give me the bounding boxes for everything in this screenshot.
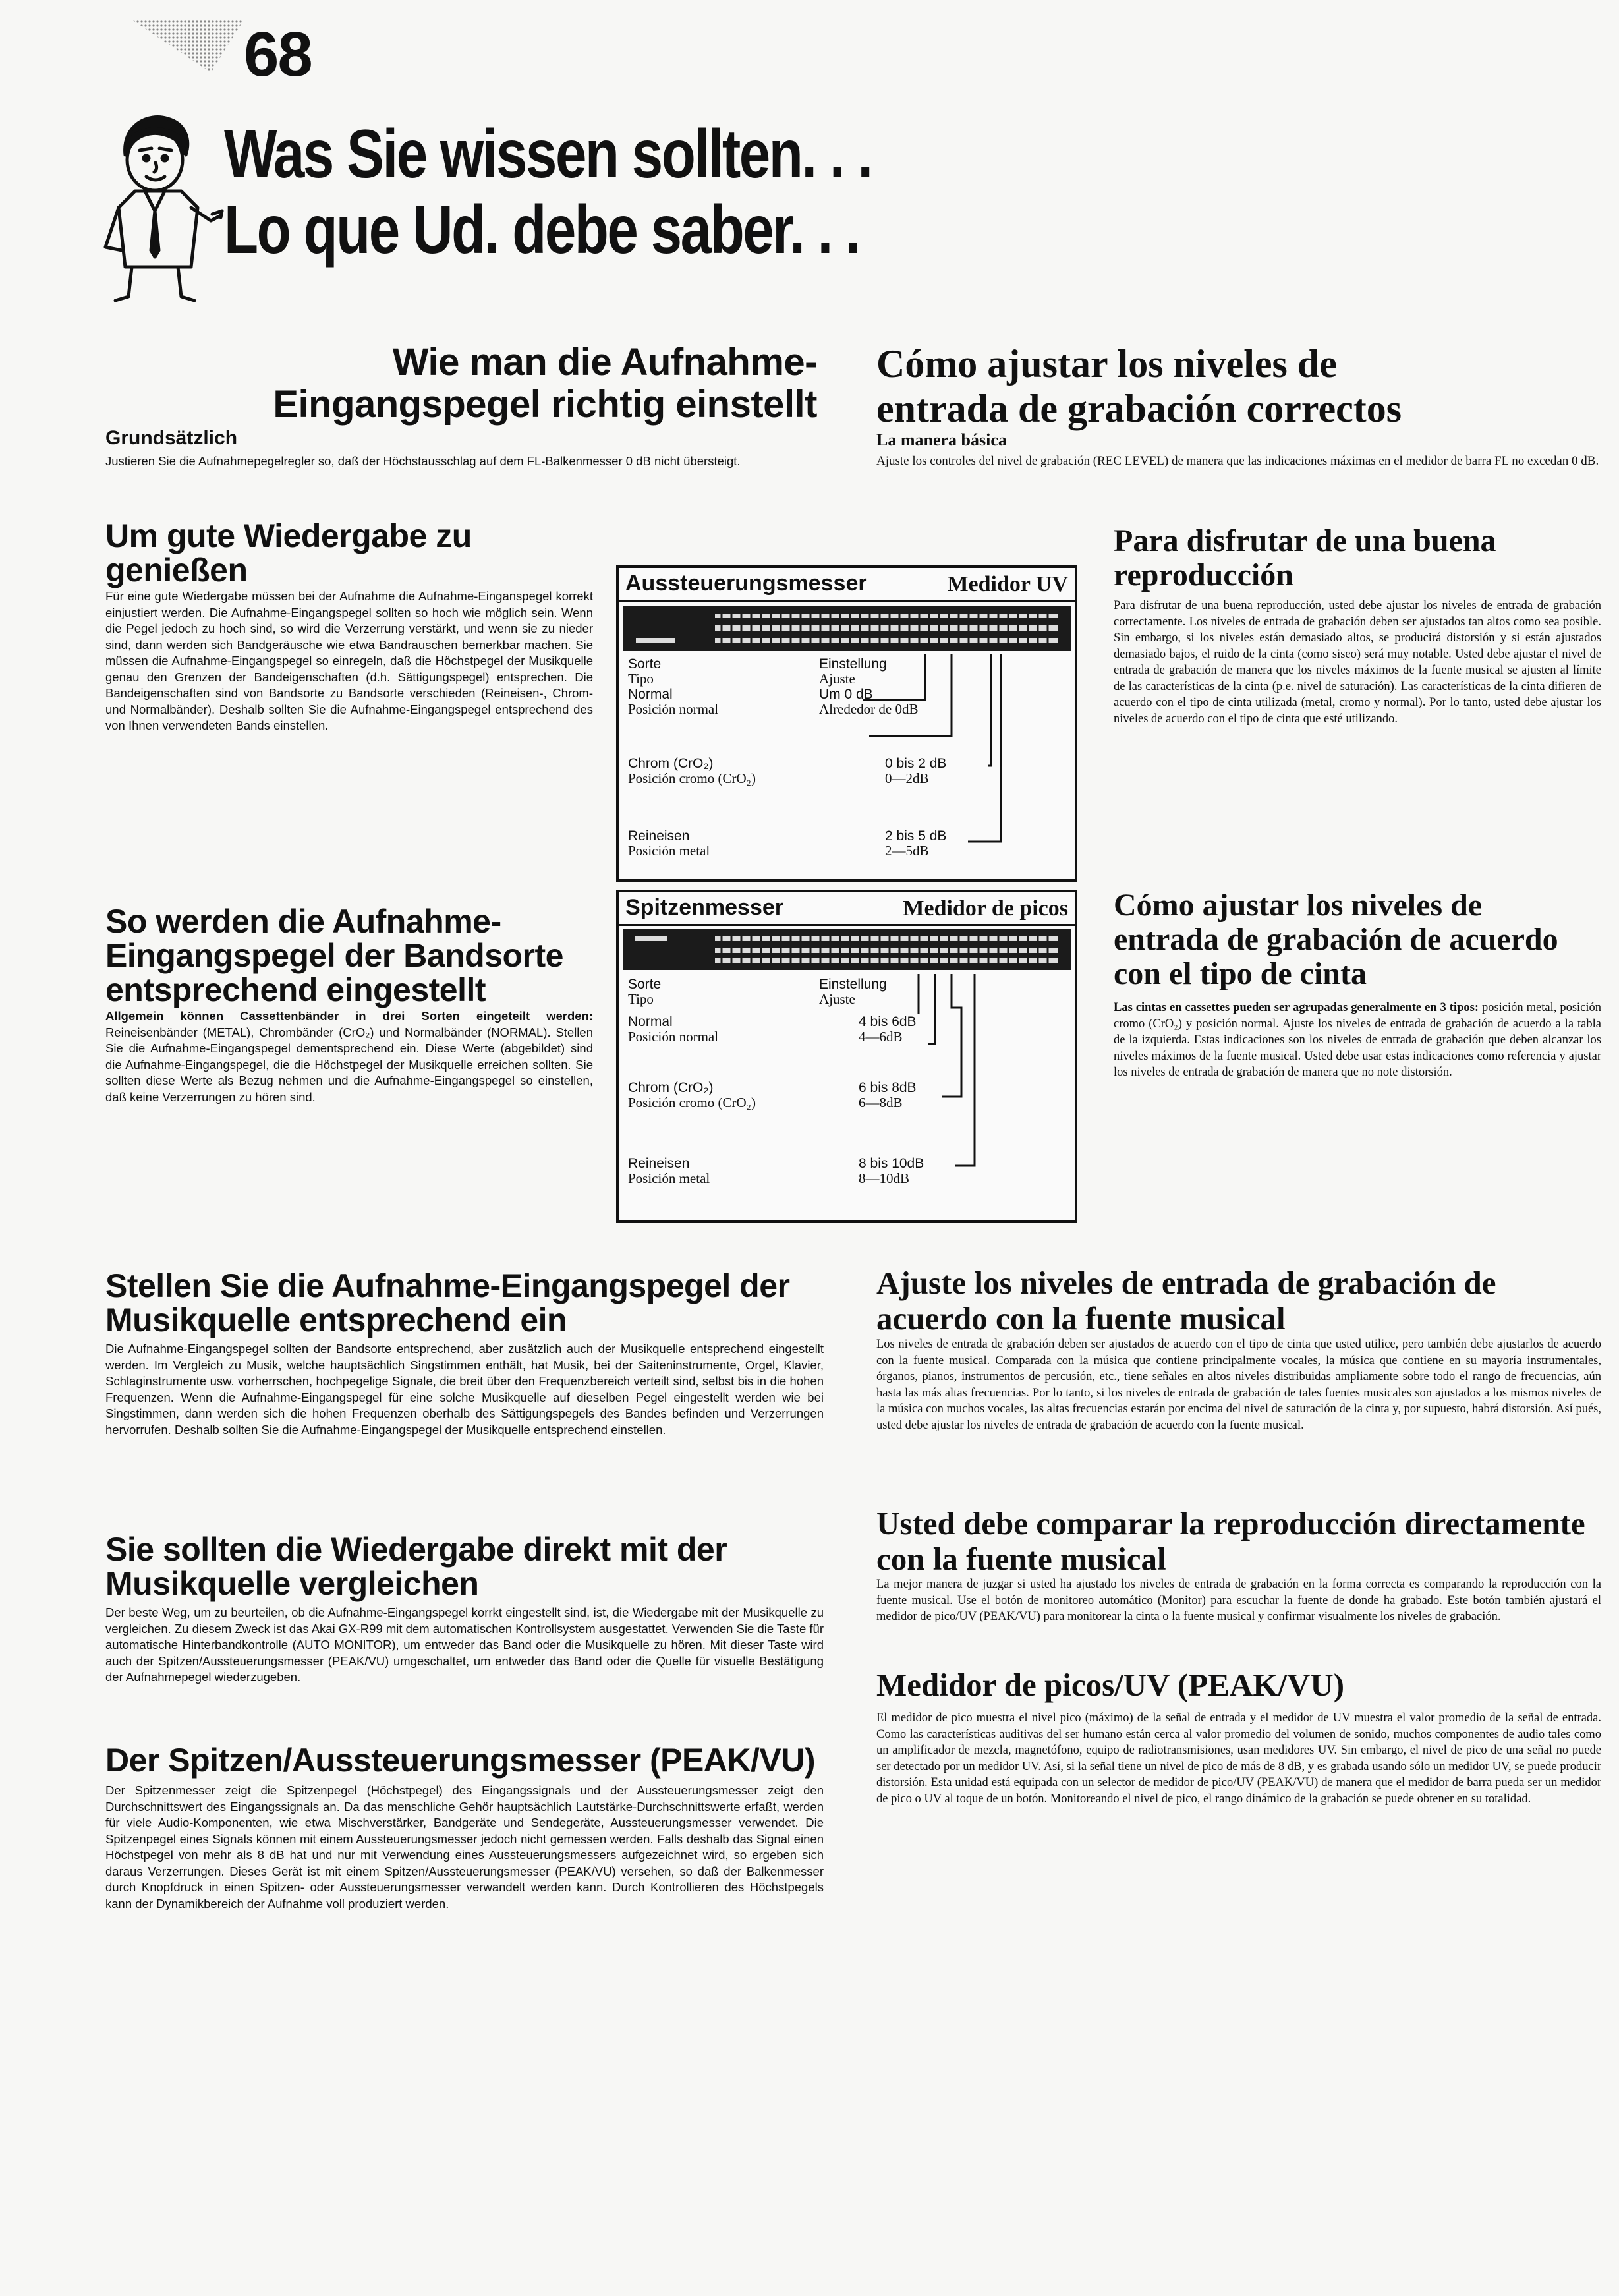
peak-row-metal-es: Posición metal <box>628 1170 710 1186</box>
peak-row-chrom-value-es: 6—8dB <box>859 1095 903 1110</box>
es-sec4-heading <box>876 1265 1601 1336</box>
peak-meter-box <box>616 890 1077 1223</box>
es-sec3-heading-line2: entrada de grabación de acuerdo <box>1114 922 1558 957</box>
es-sec4-text: Los niveles de entrada de grabación deben ser ajustados de acuerdo con el tipo de cinta que usted utilice, pero también debe ajustarlos de acuerdo con la fuente musical. Comparada con la música que contiene principalmente vocales, la música que contiene en su mayoría instrumentales, órganos, pianos, instrumentos de percusión, etc., tiene señales en altos niveles distribuidas ampliamente sobre todo el rango de frecuencias, aún hasta las más altas frecuencias. Por lo tanto, si los niveles de entrada de grabación de tales fuentes musicales son ajustados a los mismos niveles de la música con muchos vocales, las altas frecuencias estarán por encima del nivel de saturación de la cinta y, por supuesto, habrá distorsión. Así pués, usted debe ajustar los niveles de entrada de grabación de acuerdo con la fuente musical. <box>876 1338 1601 1432</box>
es-sec5-text: La mejor manera de juzgar si usted ha ajustado los niveles de entrada de grabación en la forma correcta es comparando la reproducción con la fuente musical. Use el botón de monitoreo automático (Monitor) para escuchar la fuente de donde ha grabado. Este botón también ajustará el medidor de pico/UV (PEAK/VU) para monitorear la cinta o la fuente musical y confirmar visualmente los niveles de grabación. <box>876 1578 1601 1623</box>
peak-col1-header-de: Sorte <box>628 977 662 992</box>
de-sec3-text: Reineisenbänder (METAL), Chrombänder (CrO₂) und Normalbänder (NORMAL). Stellen Sie die Aufnahme-Eingangspegel dementsprechend ein. Diese Werte (abgebildet) sind die Aufnahme-Eingangspegel, die die Höchstpegel der Musikquelle erreichen sollten. Sie sollten diese Werte als Bezug nehmen und die Aufnahme-Eingangspegel so einstellen, daß keine Verzerrungen zu hören sind. <box>105 1025 593 1104</box>
vu-col1-header-es: Tipo <box>628 671 654 687</box>
es-sec5-heading <box>876 1506 1601 1577</box>
de-sec4-text: Die Aufnahme-Eingangspegel sollten der Bandsorte entsprechend, aber zusätzlich auch der Musikquelle entsprechend eingestellt werden. Im Vergleich zu Musik, welche hauptsächlich Singstimmen enthält, hat Musik, bei der Saiteninstrumente, Orgel, Klavier, Schlaginstrumente usw. vorherrschen, hochpegelige Signale, die breit über den Frequenzbereich verteilt sind, selbst bis in die hohen Frequenzen. Wenn die Aufnahme-Eingangspegel für eine solche Musikquelle auf dieselben Pegel eingestellt werden wie bei Singstimmen, dann werden sich die hohen Frequenzen oberhalb des Sättigungspegels des Bandes befinden und Verzerrungen hervorrufen. Deshalb sollten Sie die Aufnahme-Eingangspegel der Musikquelle entsprechend einstellen. <box>105 1342 824 1437</box>
de-sec6-text: Der Spitzenmesser zeigt die Spitzenpegel (Höchstpegel) des Eingangssignals und der Aussteuerungsmesser zeigt den Durchschnittswert des Eingangssignals an. Da das menschliche Gehör hauptsächlich Lautstärke-Durchschnittswerte erfaßt, werden für viele Audio-Komponenten, wie etwa Mischverstärker, Bandgeräte und Sendegeräte, Aussteuerungsmesser verwendet. Die Spitzenpegel eines Signals können mit einem Aussteuerungsmesser jedoch nicht gemessen werden. Falls deshalb das Signal einen Höchstpegel von mehr als 8 dB hat und nur mit Verwendung eines Aussteuerungsmessers aufgezeichnet wird, so ergeben sich daraus Verzerrungen. Dieses Gerät ist mit einem Spitzen/Aussteuerungsmesser (PEAK/VU) versehen, so daß der Balkenmesser durch Knopfdruck in einen Spitzen- oder Aussteuerungsmesser verwandelt werden kann. Durch Kontrollieren des Höchstpegels kann der Dynamikbereich der Aufnahme voll produziert werden. <box>105 1783 824 1910</box>
de-sec3-text-bold: Allgemein können Cassettenbänder in drei Sorten eingeteilt werden: <box>105 1009 593 1023</box>
cartoon-man-pointing-icon <box>99 109 224 306</box>
de-sec1-heading-line1: Wie man die Aufnahme- <box>392 341 817 384</box>
page-number: 68 <box>244 19 312 90</box>
de-sec3-heading-line3: entsprechend eingestellt <box>105 971 486 1008</box>
de-sec6-heading: Der Spitzen/Aussteuerungsmesser (PEAK/VU) <box>105 1742 816 1779</box>
peak-row-chrom-es: Posición cromo (CrO₂) <box>628 1095 756 1110</box>
es-sec1-heading <box>876 341 1601 431</box>
peak-row-normal-value-es: 4—6dB <box>859 1029 903 1045</box>
de-sec4-heading <box>105 1269 863 1337</box>
peak-leader-lines <box>619 892 1075 1220</box>
de-sec5-heading-line2: Musikquelle vergleichen <box>105 1565 479 1602</box>
es-sec1-text: Ajuste los controles del nivel de grabación (REC LEVEL) de manera que las indicaciones máximas en el medidor de barra FL no excedan 0 dB. <box>876 454 1599 468</box>
vu-box-title-de: Aussteuerungsmesser <box>625 571 867 596</box>
es-sec5-heading-line1: Usted debe comparar la reproducción directamente <box>876 1505 1585 1541</box>
peak-box-title-de: Spitzenmesser <box>625 895 783 920</box>
peak-col2-header-es: Ajuste <box>819 991 855 1007</box>
vu-box-title-es: Medidor UV <box>947 572 1068 596</box>
vu-leader-lines <box>619 568 1075 879</box>
vu-row-normal-de: Normal <box>628 687 673 702</box>
de-sec3-heading <box>105 904 593 1007</box>
es-sec6-text: El medidor de pico muestra el nivel pico (máximo) de la señal de entrada y el medidor de UV muestra el valor promedio de la señal de entrada. Como las características auditivas del ser humano están cerca al valor promedio del volumen de sonido, muchos componentes de audio tales como un amplificador de mezcla, magnetófono, equipo de radiotransmisiones, usan medidores UV. Sin embargo, el nivel de pico de una señal no puede ser detectado por un medidor UV. Así, si la señal tiene un nivel de pico de más de 8 dB, y es grabada usando sólo un medidor UV, se puede producir distorsión. Esta unidad está equipada con un selector de medidor de pico/UV (PEAK/VU) de manera que el medidor de barra pueda ser un medidor de pico o UV al toque de un botón. Monitoreando el nivel de pico, el rango dinámico de la grabación se puede obtener en su totalidad. <box>876 1711 1601 1806</box>
es-sec2-heading <box>1114 524 1601 592</box>
de-sec1-text: Justieren Sie die Aufnahmepegelregler so, daß der Höchstausschlag auf dem FL-Balkenmesser 0 dB nicht übersteigt. <box>105 454 741 468</box>
es-sec4-heading-line2: acuerdo con la fuente musical <box>876 1300 1286 1336</box>
vu-row-metal-value-de: 2 bis 5 dB <box>885 828 947 844</box>
es-sec1-heading-line2: entrada de grabación correctos <box>876 387 1402 430</box>
de-sec2-heading-line2: genießen <box>105 552 248 588</box>
de-sec5-heading <box>105 1532 863 1601</box>
es-sec1-heading-line1: Cómo ajustar los niveles de <box>876 342 1337 386</box>
peak-row-metal-de: Reineisen <box>628 1156 690 1171</box>
es-sec3-text-block <box>1114 1000 1601 1081</box>
es-sec5-heading-line2: con la fuente musical <box>876 1541 1166 1577</box>
de-sec5-text: Der beste Weg, um zu beurteilen, ob die Aufnahme-Eingangspegel korrkt eingestellt sind, ist, die Wiedergabe mit der Musikquelle zu vergleichen. Zu diesem Zweck ist das Akai GX-R99 mit dem automatischen Kontrollsystem ausgestattet. Verwenden Sie die Taste für automatische Hinterbandkontrolle (AUTO MONITOR), um entweder das Band oder die Musikquelle zu hören. Mit dieser Taste wird auch der Spitzen/Aussteuerungsmesser (PEAK/VU) umgeschaltet, um entweder das Band oder die Quelle für visuelle Bestätigung der Aufnahmepegel wiederzugeben. <box>105 1605 824 1684</box>
es-sec6-heading: Medidor de picos/UV (PEAK/VU) <box>876 1667 1345 1703</box>
vu-row-metal-de: Reineisen <box>628 828 690 844</box>
de-sec2-text: Für eine gute Wiedergabe müssen bei der Aufnahme die Aufnahme-Einganspegel korrekt einjustiert werden. Die Aufnahme-Eingangspegel sollten so hoch wie möglich sein. Wenn die Pegel jedoch zu hoch sind, so wird die Verzerrung verstärkt, und wenn sie zu nieder sind, dann werden sich Bandgeräusche wie etwa Bandrauschen bemerkbar machen. Sie müssen die Aufnahme-Eingangspegel so einregeln, daß die Höchstpegel der Musikquelle genau den Grenzen der Bandeigenschaften (d.h. Sättigungspegel) entsprechen. Die Bandeigenschaften sind von Bandsorte zu Bandsorte verschieden (Reineisen-, Chrom- und Normalbänder). Deshalb sollten Sie die Aufnahme-Eingangspegel entsprechend des von Ihnen verwendeten Bands einstellen. <box>105 589 593 732</box>
peak-row-normal-es: Posición normal <box>628 1029 719 1045</box>
peak-box-title-es: Medidor de picos <box>903 896 1068 921</box>
page-title-spanish: Lo que Ud. debe saber. . . <box>224 192 860 268</box>
es-sec2-heading-line2: reproducción <box>1114 558 1293 592</box>
vu-row-metal-value-es: 2—5dB <box>885 843 929 859</box>
vu-row-normal-es: Posición normal <box>628 701 719 717</box>
de-sec1-heading-line2: Eingangspegel richtig einstellt <box>273 383 817 426</box>
es-sec2-text: Para disfrutar de una buena reproducción, usted debe ajustar los niveles de entrada de grabación correctamente. Los niveles de entrada de grabación deben ser ajustados tan altos como sea posible. Sin embargo, si los niveles están demasiado altos, se producirá distorsión y si están ajustados demasiado bajos, el ruido de la cinta (como siseo) será muy notable. Usted debe ajustar el nivel de entrada de grabación de manera que los niveles máximos de la fuente musical se ajusten al límite de las características de la cinta (p.e. nivel de saturación). Las características de la cinta difieren de acuerdo con el tipo de cinta utilizada (metal, cromo y normal). Por lo tanto, usted debe ajustar los niveles de acuerdo con el tipo de cinta que esté utilizando. <box>1114 599 1601 726</box>
peak-col2-header-de: Einstellung <box>819 977 887 992</box>
es-sec3-text: posición metal, posición cromo (CrO₂) y posición normal. Ajuste los niveles de entrada de grabación de acuerdo a la tabla de la izquierda. Estas indicaciones son los niveles de entrada de grabación que deben alcanzar los niveles máximos de la fuente musical. Usted debe usar estas indicaciones como referencia y ajustar los niveles de entrada de grabación de manera que no note distorsión. <box>1114 1001 1602 1079</box>
vu-col2-header-de: Einstellung <box>819 656 887 672</box>
es-sec3-text-bold: Las cintas en cassettes pueden ser agrupadas generalmente en 3 tipos: <box>1114 1001 1479 1014</box>
page-corner-triangle <box>132 20 244 72</box>
de-sec3-text-block <box>105 1008 593 1105</box>
vu-row-normal-value-es: Alrededor de 0dB <box>819 701 919 717</box>
vu-col1-header-de: Sorte <box>628 656 662 672</box>
es-sec3-heading-line3: con el tipo de cinta <box>1114 956 1367 991</box>
vu-row-chrom-value-de: 0 bis 2 dB <box>885 756 947 771</box>
vu-col2-header-es: Ajuste <box>819 671 855 687</box>
es-sec4-heading-line1: Ajuste los niveles de entrada de grabación de <box>876 1265 1496 1301</box>
es-sec3-heading-line1: Cómo ajustar los niveles de <box>1114 888 1483 923</box>
vu-row-metal-es: Posición metal <box>628 843 710 859</box>
vu-row-chrom-es: Posición cromo (CrO₂) <box>628 770 756 786</box>
peak-row-metal-value-de: 8 bis 10dB <box>859 1156 924 1171</box>
de-sec5-heading-line1: Sie sollten die Wiedergabe direkt mit der <box>105 1531 727 1568</box>
de-sec3-heading-line2: Eingangspegel der Bandsorte <box>105 937 563 974</box>
vu-row-chrom-de: Chrom (CrO₂) <box>628 756 714 771</box>
peak-row-metal-value-es: 8—10dB <box>859 1170 910 1186</box>
vu-row-normal-value-de: Um 0 dB <box>819 687 873 702</box>
peak-row-normal-de: Normal <box>628 1014 673 1029</box>
de-sec4-heading-line2: Musikquelle entsprechend ein <box>105 1302 567 1338</box>
es-sec1-subheading: La manera básica <box>876 430 1007 449</box>
vu-meter-box <box>616 565 1077 882</box>
de-sec2-heading <box>105 519 580 587</box>
peak-row-chrom-value-de: 6 bis 8dB <box>859 1080 917 1095</box>
de-sec4-heading-line1: Stellen Sie die Aufnahme-Eingangspegel der <box>105 1267 790 1304</box>
peak-row-chrom-de: Chrom (CrO₂) <box>628 1080 714 1095</box>
de-sec2-heading-line1: Um gute Wiedergabe zu <box>105 517 472 554</box>
peak-col1-header-es: Tipo <box>628 991 654 1007</box>
de-sec1-heading <box>99 341 817 426</box>
es-sec2-heading-line1: Para disfrutar de una buena <box>1114 523 1496 558</box>
es-sec3-heading <box>1114 888 1601 991</box>
de-sec3-heading-line1: So werden die Aufnahme- <box>105 903 501 940</box>
vu-row-chrom-value-es: 0—2dB <box>885 770 929 786</box>
page-title-german: Was Sie wissen sollten. . . <box>224 116 872 192</box>
peak-row-normal-value-de: 4 bis 6dB <box>859 1014 917 1029</box>
de-sec1-subheading: Grundsätzlich <box>105 427 238 449</box>
